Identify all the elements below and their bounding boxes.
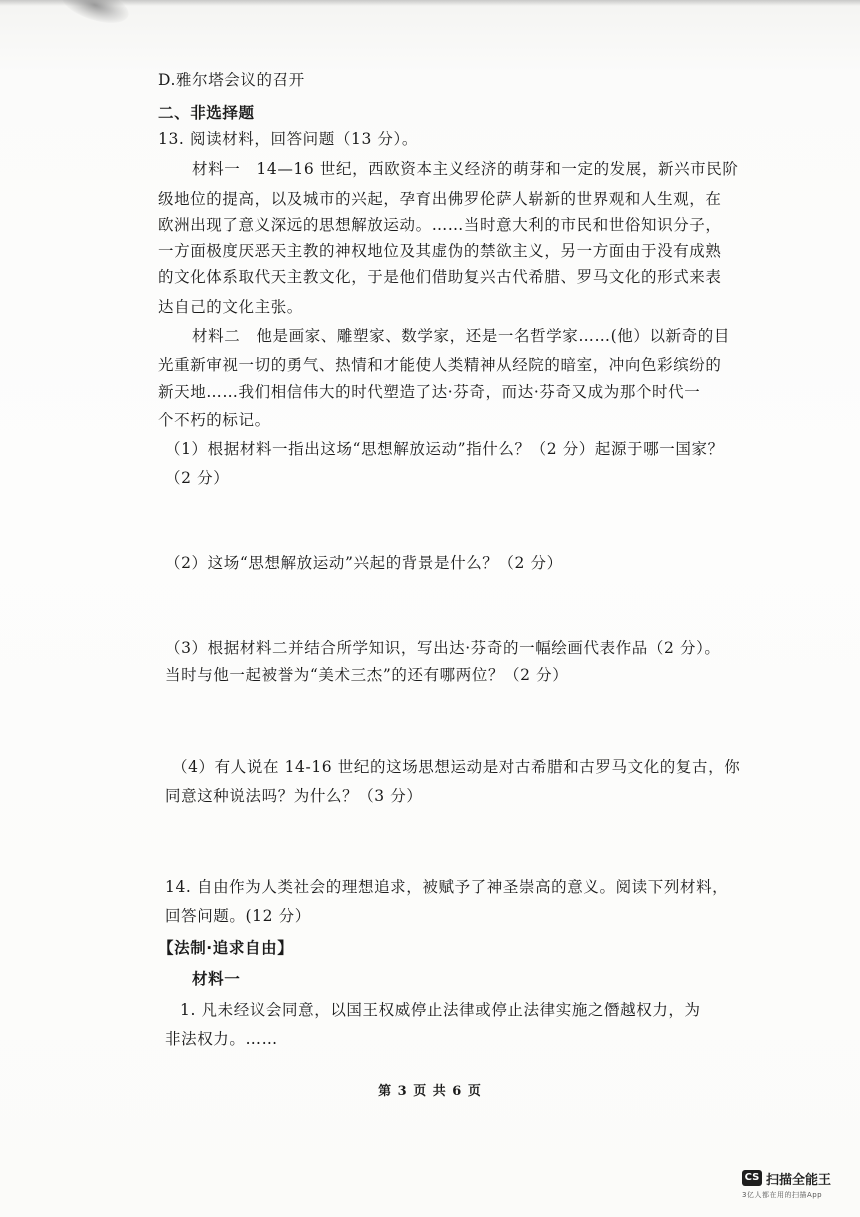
page-number-footer: 第 3 页 共 6 页 — [378, 1084, 482, 1099]
material-1-line: 的文化体系取代天主教文化，于是他们借助复兴古代希腊、罗马文化的形式来表 — [158, 268, 722, 286]
material-1-line: 达自己的文化主张。 — [158, 298, 303, 316]
subsection-heading: 【法制·追求自由】 — [158, 939, 294, 957]
scanner-watermark — [742, 1170, 852, 1210]
sub-question-3-cont: 当时与他一起被誉为“美术三杰”的还有哪两位？（2 分） — [165, 666, 569, 684]
scan-smudge — [57, 0, 133, 30]
sub-question-2: （2）这场“思想解放运动”兴起的背景是什么？（2 分） — [165, 554, 563, 572]
material-heading: 材料一 — [192, 970, 241, 988]
sub-question-1-cont: （2 分） — [165, 469, 230, 487]
sub-question-3: （3）根据材料二并结合所学知识，写出达·芬奇的一幅绘画代表作品（2 分）。 — [165, 639, 721, 657]
material-14-line: 非法权力。…… — [165, 1030, 278, 1048]
scanner-app-name: 扫描全能王 — [766, 1173, 832, 1188]
material-1-line: 欧洲出现了意义深远的思想解放运动。……当时意大利的市民和世俗知识分子， — [158, 216, 722, 234]
camscanner-logo-icon: CS — [742, 1170, 762, 1186]
material-2-line: 个不朽的标记。 — [158, 411, 271, 429]
material-1-line: 级地位的提高，以及城市的兴起，孕育出佛罗伦萨人崭新的世界观和人生观，在 — [158, 190, 722, 208]
material-14-line: 1. 凡未经议会同意，以国王权威停止法律或停止法律实施之僭越权力，为 — [180, 1001, 701, 1019]
sub-question-4: （4）有人说在 14-16 世纪的这场思想运动是对古希腊和古罗马文化的复古，你 — [172, 758, 741, 776]
section-heading: 二、非选择题 — [158, 104, 255, 122]
question-14-stem: 14. 自由作为人类社会的理想追求，被赋予了神圣崇高的意义。阅读下列材料， — [165, 878, 729, 896]
scanner-tagline: 3亿人都在用的扫描App — [742, 1191, 823, 1199]
sub-question-4-cont: 同意这种说法吗？为什么？（3 分） — [165, 787, 423, 805]
sub-question-1: （1）根据材料一指出这场“思想解放运动”指什么？（2 分）起源于哪一国家？ — [165, 440, 724, 458]
option-d: D.雅尔塔会议的召开 — [158, 71, 305, 89]
material-1-line: 材料一 14—16 世纪，西欧资本主义经济的萌芽和一定的发展，新兴市民阶 — [192, 160, 739, 178]
material-2-line: 光重新审视一切的勇气、热情和才能使人类精神从经院的暗室，冲向色彩缤纷的 — [158, 356, 722, 374]
material-2-line: 材料二 他是画家、雕塑家、数学家，还是一名哲学家……(他）以新奇的目 — [192, 327, 730, 345]
material-1-line: 一方面极度厌恶天主教的神权地位及其虚伪的禁欲主义，另一方面由于没有成熟 — [158, 242, 722, 260]
material-2-line: 新天地……我们相信伟大的时代塑造了达·芬奇，而达·芬奇又成为那个时代一 — [158, 383, 701, 401]
scan-edge-shadow — [0, 0, 860, 6]
question-13-stem: 13. 阅读材料，回答问题（13 分）。 — [158, 130, 418, 148]
question-14-stem-cont: 回答问题。(12 分） — [165, 907, 311, 925]
